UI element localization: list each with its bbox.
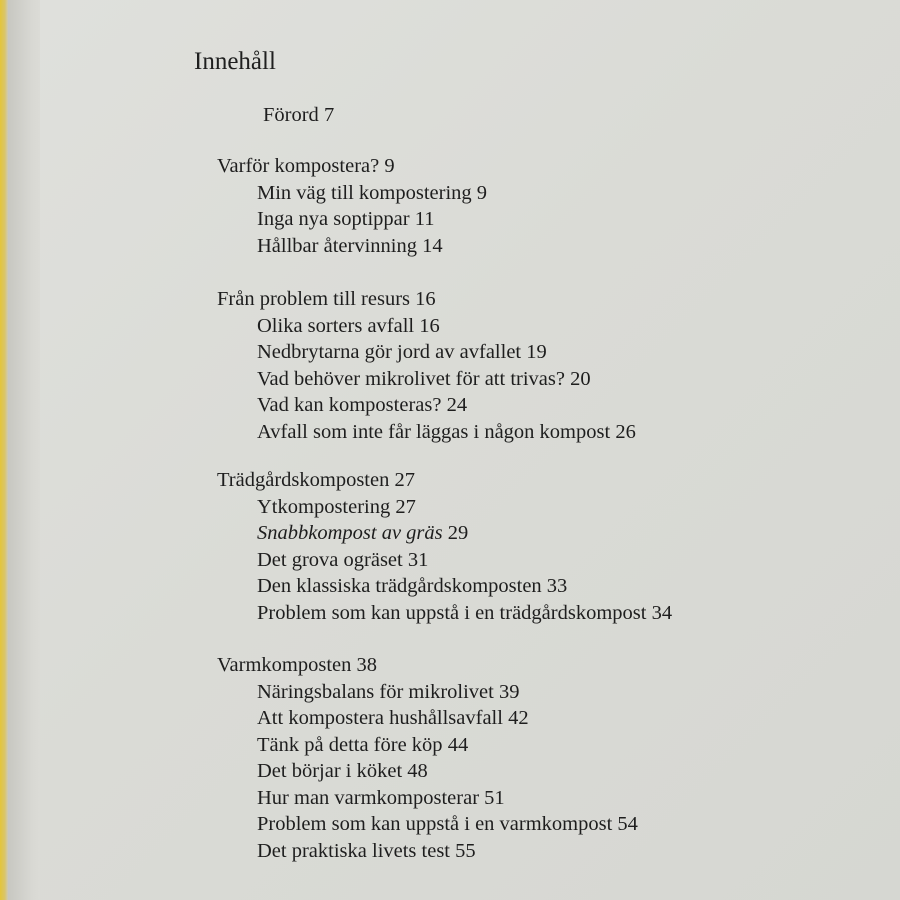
toc-entry-label: Olika sorters avfall <box>257 315 415 337</box>
toc-entry-page: 19 <box>521 341 547 363</box>
toc-entry-label: Den klassiska trädgårdskomposten <box>257 575 542 597</box>
toc-entry-label: Vad kan komposteras? <box>257 394 442 416</box>
toc-section <box>257 520 468 546</box>
toc-chapter <box>217 286 436 312</box>
toc-entry-label: Avfall som inte får läggas i någon kompost <box>257 421 611 443</box>
toc-section <box>257 732 468 758</box>
toc-section <box>257 547 428 573</box>
toc-section <box>257 679 519 705</box>
toc-entry-page: 34 <box>646 602 673 624</box>
toc-entry-page: 9 <box>379 155 395 177</box>
toc-section <box>257 811 638 837</box>
toc-entry-label: Från problem till resurs <box>217 288 411 310</box>
toc-section <box>257 366 591 392</box>
toc-entry-page: 11 <box>409 208 435 230</box>
toc-chapter <box>217 652 377 678</box>
toc-section <box>257 785 505 811</box>
toc-section <box>257 339 547 365</box>
toc-title: Innehåll <box>194 48 276 75</box>
toc-entry-page: 33 <box>541 575 568 597</box>
toc-section <box>257 600 672 626</box>
toc-entry-page: 14 <box>416 235 443 257</box>
toc-entry-page: 48 <box>402 760 428 782</box>
toc-foreword <box>263 102 334 128</box>
toc-entry-label: Det grova ogräset <box>257 549 403 571</box>
toc-entry-page: 9 <box>471 182 488 204</box>
toc-entry-page: 55 <box>450 840 476 862</box>
toc-entry-label: Varmkomposten <box>217 654 352 676</box>
toc-entry-page: 44 <box>442 734 469 756</box>
toc-section <box>257 313 440 339</box>
toc-entry-label: Nedbrytarna gör jord av avfallet <box>257 341 522 363</box>
toc-section <box>257 838 476 864</box>
toc-entry-label: Tänk på detta före köp <box>257 734 443 756</box>
toc-entry-label: Ytkompostering <box>257 496 391 518</box>
toc-entry-page: 38 <box>351 654 377 676</box>
toc-entry-page: 16 <box>414 315 440 337</box>
toc-entry-label: Problem som kan uppstå i en trädgårdskompost <box>257 602 647 624</box>
toc-entry-page: 7 <box>318 104 335 126</box>
toc-entry-page: 27 <box>389 469 415 491</box>
toc-entry-label: Hållbar återvinning <box>257 235 417 257</box>
toc-section <box>257 705 529 731</box>
toc-chapter <box>217 153 395 179</box>
toc-entry-page: 51 <box>479 787 505 809</box>
toc-entry-label: Det börjar i köket <box>257 760 403 782</box>
toc-entry-page: 20 <box>564 368 591 390</box>
toc-section <box>257 573 567 599</box>
toc-chapter <box>217 467 415 493</box>
toc-entry-label: Det praktiska livets test <box>257 840 450 862</box>
toc-entry-page: 42 <box>502 707 529 729</box>
toc-section <box>257 180 487 206</box>
toc-entry-page: 27 <box>390 496 416 518</box>
toc-entry-label: Vad behöver mikrolivet för att trivas? <box>257 368 565 390</box>
toc-entry-label: Inga nya soptippar <box>257 208 410 230</box>
toc-entry-label: Förord <box>263 104 319 126</box>
toc-section <box>257 494 416 520</box>
toc-entry-page: 31 <box>402 549 429 571</box>
toc-entry-page: 26 <box>610 421 636 443</box>
toc-entry-label: Varför kompostera? <box>217 155 380 177</box>
toc-section <box>257 419 636 445</box>
toc-entry-label: Att kompostera hushållsavfall <box>257 707 503 729</box>
toc-entry-page: 24 <box>441 394 468 416</box>
toc-entry-page: 54 <box>612 813 638 835</box>
toc-entry-page: 29 <box>442 522 469 544</box>
toc-entry-label: Snabbkompost av gräs <box>257 522 443 544</box>
toc-section <box>257 392 467 418</box>
toc-section <box>257 233 443 259</box>
toc-section <box>257 758 428 784</box>
toc-entry-page: 39 <box>493 681 520 703</box>
toc-entry-label: Trädgårdskomposten <box>217 469 390 491</box>
toc-entry-label: Min väg till kompostering <box>257 182 472 204</box>
toc-entry-label: Problem som kan uppstå i en varmkompost <box>257 813 613 835</box>
toc-section <box>257 206 434 232</box>
toc-entry-label: Hur man varmkomposterar <box>257 787 480 809</box>
toc-entry-label: Näringsbalans för mikrolivet <box>257 681 494 703</box>
toc-entry-page: 16 <box>410 288 436 310</box>
